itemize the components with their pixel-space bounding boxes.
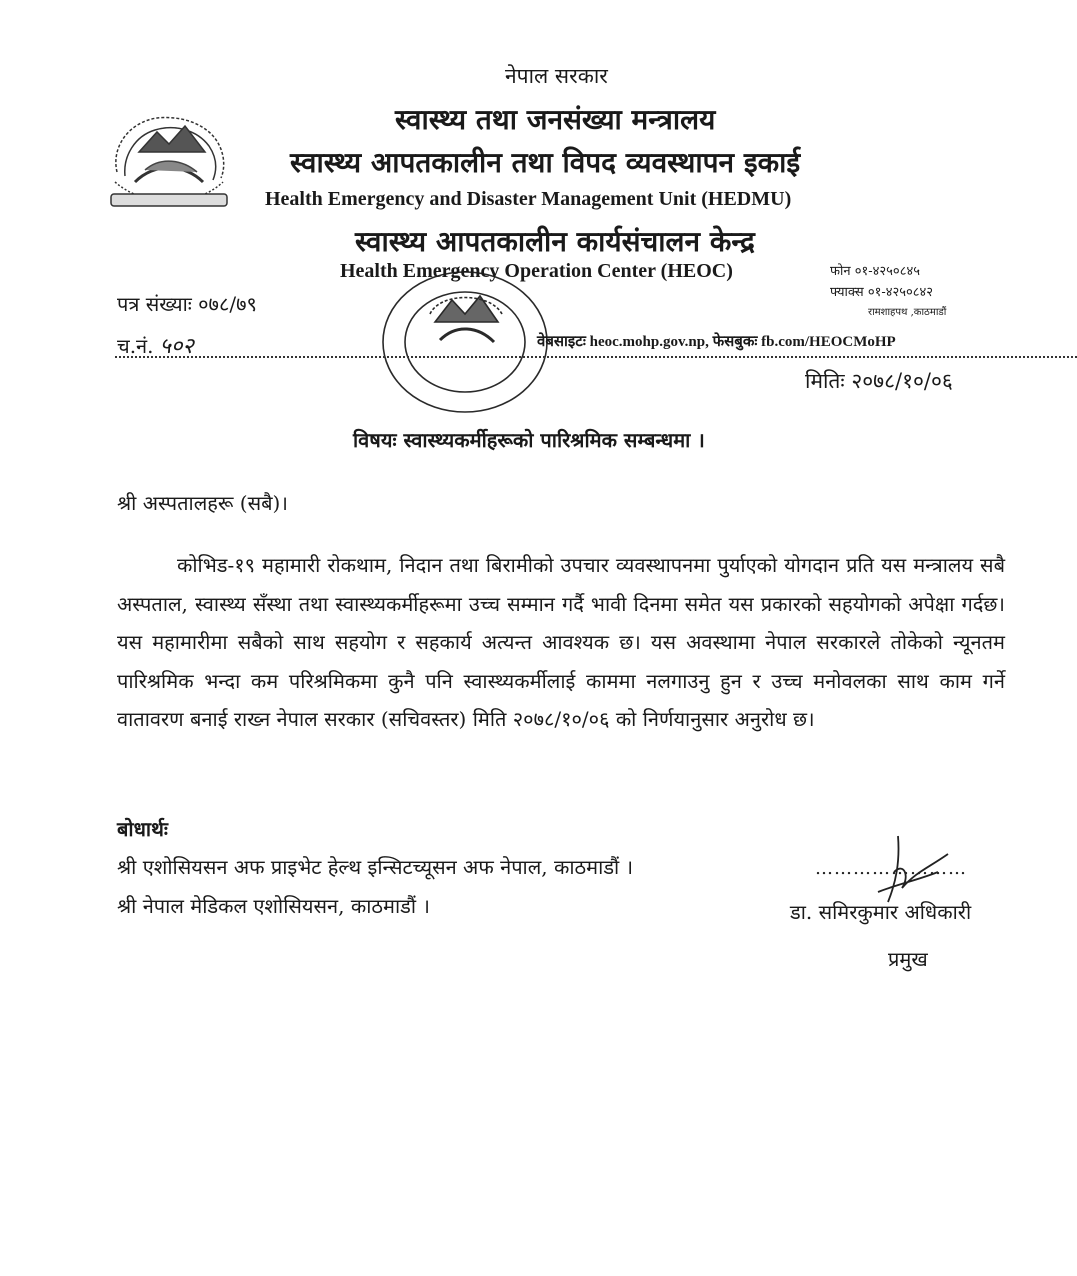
unit-name-english: Health Emergency and Disaster Management Unit (HEDMU): [265, 188, 792, 210]
cc-item: श्री एशोसियसन अफ प्राइभेट हेल्थ इन्सिटच्यूसन अफ नेपाल, काठमाडौं ।: [117, 855, 634, 879]
letter-subject: विषयः स्वास्थ्यकर्मीहरूको पारिश्रमिक सम्बन्धमा ।: [353, 428, 705, 452]
office-stamp-seal: [370, 262, 560, 422]
dispatch-value: ५०२: [159, 334, 194, 359]
salutation: श्री अस्पतालहरू (सबै)।: [117, 491, 288, 515]
contact-fax: फ्याक्स ०१-४२५०८४२: [830, 285, 934, 300]
dispatch-label: च.नं.: [117, 334, 154, 358]
signatory-name: डा. समिरकुमार अधिकारी: [790, 900, 972, 924]
ministry-name: स्वास्थ्य तथा जनसंख्या मन्त्रालय: [395, 103, 716, 136]
government-emblem-logo: [105, 112, 233, 216]
unit-name-nepali: स्वास्थ्य आपतकालीन तथा विपद व्यवस्थापन इकाई: [290, 146, 801, 179]
center-name-english: Health Emergency Operation Center (HEOC): [340, 260, 733, 282]
signature-line: ……………………: [815, 858, 967, 879]
website-line: वेबसाइटः heoc.mohp.gov.np, फेसबुकः fb.com/HEOCMoHP: [537, 334, 896, 350]
header-divider: [115, 356, 1077, 358]
contact-address: रामशाहपथ ,काठमाडौं: [868, 307, 947, 318]
letter-body: कोभिड-१९ महामारी रोकथाम, निदान तथा बिरामीको उपचार व्यवस्थापनमा पुर्याएको योगदान प्रति यस मन्त्रालय सबै अस्पताल, स्वास्थ्य सँस्था तथा स्वास्थ्यकर्मीहरूमा उच्च सम्मान गर्दै भावी दिनमा समेत यस प्रकारको सहयोगको अपेक्षा गर्दछ। यस महामारीमा सबैको साथ सहयोग र सहकार्य अत्यन्त आवश्यक छ। यस अवस्थामा नेपाल सरकारले तोकेको न्यूनतम पारिश्रमिक भन्दा कम परिश्रमिकमा कुनै पनि स्वास्थ्यकर्मीलाई काममा नलगाउनु हुन र उच्च मनोवलका साथ काम गर्ने वातावरण बनाई राख्न नेपाल सरकार (सचिवस्तर) मिति २०७८/१०/०६ को निर्णयानुसार अनुरोध छ।: [117, 553, 1005, 731]
letter-date: मितिः २०७८/१०/०६: [805, 369, 953, 393]
letter-number: पत्र संख्याः ०७८/७९: [117, 292, 257, 316]
cc-item: श्री नेपाल मेडिकल एशोसियसन, काठमाडौं ।: [117, 894, 430, 918]
center-name-nepali: स्वास्थ्य आपतकालीन कार्यसंचालन केन्द्र: [355, 225, 755, 258]
signatory-title: प्रमुख: [888, 947, 928, 971]
contact-phone: फोन ०१-४२५०८४५: [830, 264, 920, 279]
government-name: नेपाल सरकार: [505, 64, 608, 88]
cc-title: बोधार्थः: [117, 817, 168, 841]
